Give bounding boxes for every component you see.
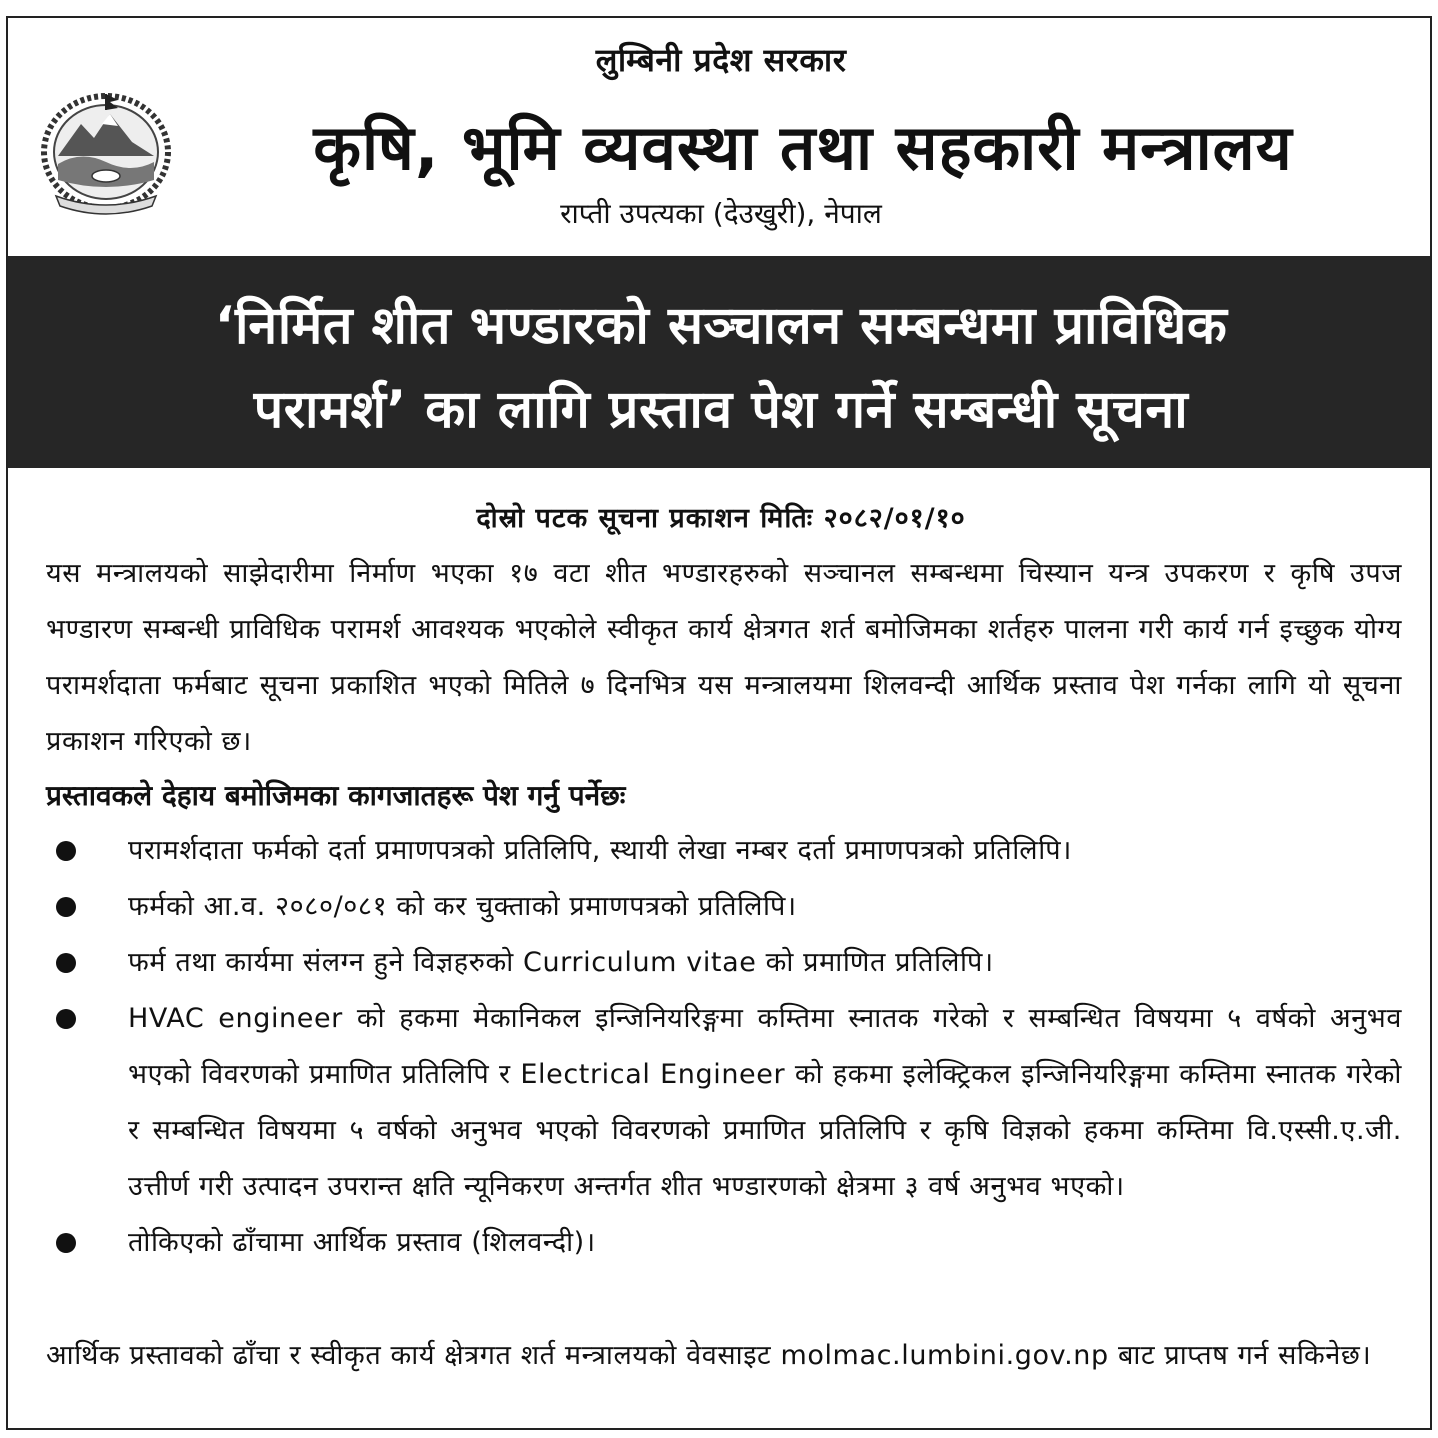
ministry-address: राप्ती उपत्यका (देउखुरी), नेपाल — [560, 197, 882, 230]
bullet-icon — [56, 897, 76, 917]
title-band — [6, 256, 1432, 468]
government-name: लुम्बिनी प्रदेश सरकार — [595, 41, 847, 79]
notice-frame — [6, 16, 1432, 1430]
bullet-icon — [56, 1009, 76, 1029]
requirements-list — [46, 823, 1402, 1271]
title-line-2: परामर्श’ का लागि प्रस्ताव पेश गर्ने सम्बन्धी सूचना — [253, 380, 1189, 440]
title-line-1: ‘निर्मित शीत भण्डारको सञ्चालन सम्बन्धमा प्राविधिक — [214, 296, 1228, 356]
ministry-name: कृषि, भूमि व्यवस्था तथा सहकारी मन्त्रालय — [313, 111, 1293, 184]
list-item-text: फर्मको आ.व. २०८०/०८१ को कर चुक्ताको प्रमाणपत्रको प्रतिलिपि। — [128, 891, 797, 922]
bullet-icon — [56, 841, 76, 861]
list-item-text: तोकिएको ढाँचामा आर्थिक प्रस्ताव (शिलवन्दी)। — [128, 1227, 596, 1258]
bullet-icon — [56, 953, 76, 973]
list-item-text: HVAC engineer को हकमा मेकानिकल इन्जिनियरिङ्गमा कम्तिमा स्नातक गरेको र सम्बन्धित विषयमा ५ वर्षको अनुभव भएको विवरणको प्रमाणित प्रतिलिपि र Electrical Engineer को हकमा इलेक्ट्रिकल इन्जिनियरिङ्गमा कम्तिमा स्नातक गरेको र सम्बन्धित विषयमा ५ वर्षको अनुभव भएको विवरणको प्रमाणित प्रतिलिपि र कृषि विज्ञको हकमा कम्तिमा वि.एस्सी.ए.जी. उत्तीर्ण गरी उत्पादन उपरान्त क्षति न्यूनिकरण अन्तर्गत शीत भण्डारणको क्षेत्रमा ३ वर्ष अनुभव भएको। — [128, 1003, 1402, 1202]
list-item — [46, 823, 1402, 879]
requirements-heading: प्रस्तावकले देहाय बमोजिमका कागजातहरू पेश गर्नु पर्नेछः — [46, 779, 626, 812]
list-item — [46, 1215, 1402, 1271]
list-item-text: फर्म तथा कार्यमा संलग्न हुने विज्ञहरुको Curriculum vitae को प्रमाणित प्रतिलिपि। — [128, 947, 994, 978]
publication-date: दोस्रो पटक सूचना प्रकाशन मितिः २०८२/०१/१० — [476, 503, 966, 534]
list-item — [46, 879, 1402, 935]
footer-paragraph: आर्थिक प्रस्तावको ढाँचा र स्वीकृत कार्य क्षेत्रगत शर्त मन्त्रालयको वेवसाइट molmac.lumbini.gov.np बाट प्राप्तष गर्न सकिनेछ। — [46, 1340, 1372, 1371]
bullet-icon — [56, 1233, 76, 1253]
list-item-text: परामर्शदाता फर्मको दर्ता प्रमाणपत्रको प्रतिलिपि, स्थायी लेखा नम्बर दर्ता प्रमाणपत्रको प्रतिलिपि। — [128, 835, 1072, 866]
list-item — [46, 935, 1402, 991]
intro-paragraph: यस मन्त्रालयको साझेदारीमा निर्माण भएका १७ वटा शीत भण्डारहरुको सञ्चानल सम्बन्धमा चिस्यान यन्त्र उपकरण र कृषि उपज भण्डारण सम्बन्धी प्राविधिक परामर्श आवश्यक भएकोले स्वीकृत कार्य क्षेत्रगत शर्त बमोजिमका शर्तहरु पालना गरी कार्य गर्न इच्छुक योग्य परामर्शदाता फर्मबाट सूचना प्रकाशित भएको मितिले ७ दिनभित्र यस मन्त्रालयमा शिलवन्दी आर्थिक प्रस्ताव पेश गर्नका लागि यो सूचना प्रकाशन गरिएको छ। — [46, 558, 1402, 757]
list-item — [46, 991, 1402, 1215]
